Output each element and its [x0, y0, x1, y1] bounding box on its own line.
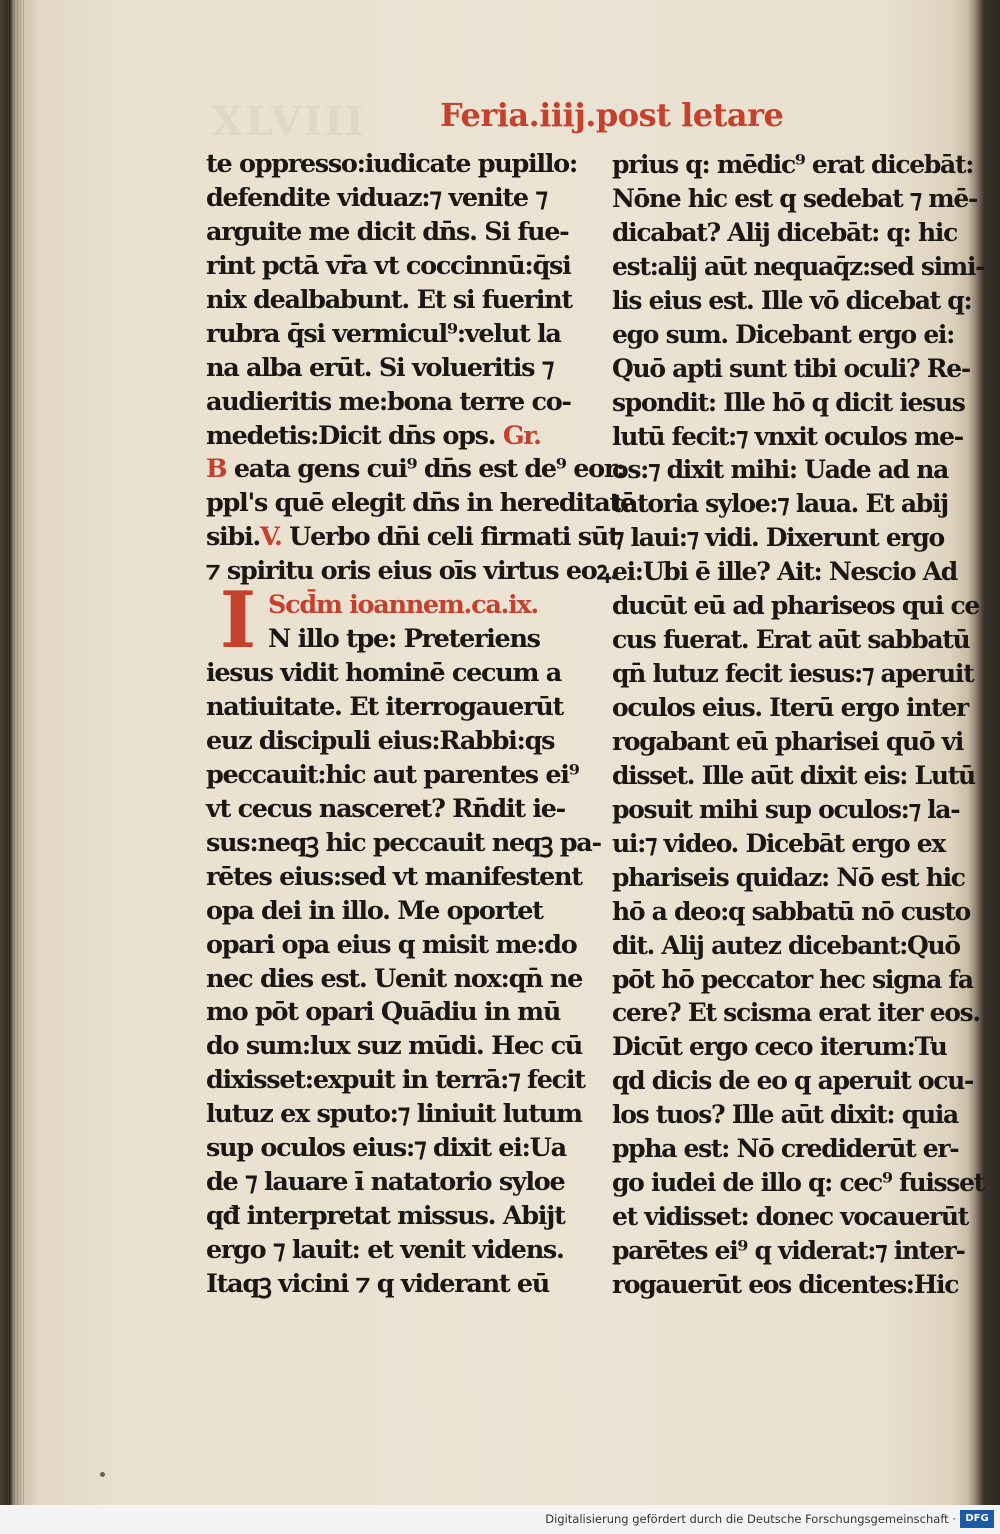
text-line: do sum:lux suz mūdi. Hec cū: [206, 1031, 583, 1062]
text-line: opari opa eius q misit me:do: [206, 929, 577, 960]
text-line: ergo ⁊ lauit: et venit videns.: [206, 1235, 564, 1265]
text-line: ⁊ laui:⁊ vidi. Dixerunt ergo: [612, 523, 944, 553]
running-head: Feria.iiij.post letare: [440, 96, 784, 134]
text-line: rogabant eū pharisei quō vi: [612, 726, 964, 756]
text-line: ui:⁊ video. Dicebāt ergo ex: [612, 828, 945, 858]
text-line: tatoria syloe:⁊ laua. Et abij: [612, 489, 948, 519]
text-line: los tuos? Ille aūt dixit: quia: [612, 1100, 958, 1130]
right-column: [612, 148, 985, 1302]
digitization-footer: [0, 1505, 1000, 1534]
text-line: opa dei in illo. Me oportet: [206, 895, 543, 926]
text-line: dixisset:expuit in terrā:⁊ fecit: [206, 1065, 585, 1096]
text-line: go iudei de illo q: cec⁹ fuisset: [612, 1168, 984, 1198]
text-line: lis eius est. Ille vō dicebat q:: [612, 285, 972, 315]
text-line: qđ interpretat missus. Abijt: [206, 1201, 565, 1232]
line-text: eata gens cui⁹ dn̄s est de⁹ eor:: [233, 454, 625, 485]
text-line: rubra q̄si vermicul⁹:velut la: [206, 318, 561, 349]
text-line: mo pōt opari Quādiu in mū: [206, 997, 561, 1028]
text-line: posuit mihi sup oculos:⁊ la-: [612, 794, 960, 824]
text-line: natiuitate. Et iterrogauerūt: [206, 692, 563, 722]
gradual-initial: B: [206, 454, 227, 485]
text-line: rētes eius:sed vt manifestent: [206, 861, 582, 892]
text-line: disset. Ille aūt dixit eis: Lutū: [612, 760, 975, 790]
text-line: audieritis me:bona terre co-: [206, 386, 571, 417]
text-line: de ⁊ lauare ī natatorio syloe: [206, 1167, 565, 1198]
text-line: sus:neqꝫ hic peccauit neqꝫ pa-: [206, 827, 601, 858]
text-line: vt cecus nasceret? Rn̄dit ie-: [206, 793, 565, 824]
text-line: ppha est: Nō crediderūt er-: [612, 1134, 959, 1164]
dfg-logo-icon: DFG: [960, 1510, 994, 1528]
line-text: sibi.: [206, 522, 260, 553]
line-text: Uerbo dn̄i celi firmati sūt: [289, 522, 619, 553]
text-line: hō a deo:q sabbatū nō custo: [612, 896, 970, 926]
gradual-marker: Gr.: [502, 420, 541, 451]
text-line: iesus vidit hominē cecum a: [206, 658, 561, 689]
text-line: defendite viduaz:⁊ venite ⁊: [206, 182, 547, 213]
text-line: Nōne hic est q sedebat ⁊ mē-: [612, 183, 978, 213]
text-line: [206, 420, 578, 454]
text-line: na alba erūt. Si volueritis ⁊: [206, 352, 554, 383]
text-line: arguite me dicit dn̄s. Si fue-: [206, 216, 569, 247]
text-line: peccauit:hic aut parentes ei⁹: [206, 759, 579, 790]
text-line: lutū fecit:⁊ vnxit oculos me-: [612, 421, 963, 451]
ink-speck: [100, 1472, 105, 1477]
gospel-heading: Scd̄m ioannem.ca.ix.: [268, 590, 539, 621]
line-text: medetis:Dicit dn̄s ops.: [206, 420, 496, 451]
text-line: nec dies est. Uenit nox:qn̄ ne: [206, 963, 583, 994]
text-line: spondit: Ille hō q dicit iesus: [612, 387, 965, 417]
text-line: parētes ei⁹ q viderat:⁊ inter-: [612, 1236, 965, 1265]
text-line: Quō apti sunt tibi oculi? Re-: [612, 353, 970, 383]
text-line: cus fuerat. Erat aūt sabbatū: [612, 625, 970, 655]
gospel-drop-initial: I: [219, 575, 257, 666]
text-line: os:⁊ dixit mihi: Uade ad na: [612, 455, 949, 485]
text-line: nix dealbabunt. Et si fuerint: [206, 284, 572, 315]
text-line: ei:Ubi ē ille? Ait: Nescio Ad: [612, 557, 957, 587]
text-line: sup oculos eius:⁊ dixit ei:Ua: [206, 1133, 566, 1164]
text-line: prius q: mēdic⁹ erat dicebāt:: [612, 150, 974, 179]
text-line: lutuz ex sputo:⁊ liniuit lutum: [206, 1099, 582, 1130]
text-line: pōt hō peccator hec signa fa: [612, 964, 973, 994]
verse-marker: V.: [259, 522, 282, 553]
text-line: et vidisset: donec vocauerūt: [612, 1202, 969, 1232]
text-line: [206, 521, 619, 555]
text-line: rint pctā vr̄a vt coccinnū:q̄si: [206, 250, 571, 281]
left-column: [206, 148, 635, 1302]
text-line: N illo tpe: Preteriens: [268, 624, 540, 655]
text-line: [206, 453, 625, 487]
text-line: qd dicis de eo q aperuit ocu-: [612, 1066, 974, 1096]
text-line: dicabat? Alij dicebāt: q: hic: [612, 217, 957, 247]
folio-number: XLVIII: [212, 98, 366, 145]
footer-credit: Digitalisierung gefördert durch die Deutsche Forschungsgemeinschaft ·: [545, 1512, 956, 1526]
text-line: ppl's quē elegit dn̄s in hereditatē: [206, 488, 635, 519]
text-line: dit. Alij autez dicebant:Quō: [612, 930, 960, 960]
text-line: te oppresso:iudicate pupillo:: [206, 149, 577, 179]
text-line: ⁊ spiritu oris eius oīs virtus eoꝝ.: [206, 556, 618, 587]
text-line: Dicūt ergo ceco iterum:Tu: [612, 1032, 947, 1062]
page-edges: [8, 0, 26, 1505]
text-line: qn̄ lutuz fecit iesus:⁊ aperuit: [612, 659, 974, 689]
text-line: ego sum. Dicebant ergo ei:: [612, 319, 955, 349]
text-line: rogauerūt eos dicentes:Hic: [612, 1269, 959, 1299]
text-line: est:alij aūt nequaq̄z:sed simi-: [612, 251, 985, 281]
text-line: cere? Et scisma erat iter eos.: [612, 998, 980, 1028]
text-line: phariseis quidaz: Nō est hic: [612, 862, 965, 892]
text-line: euz discipuli eius:Rabbi:qs: [206, 725, 555, 756]
text-line: ducūt eū ad phariseos qui ce: [612, 591, 980, 621]
text-line: oculos eius. Iterū ergo inter: [612, 693, 968, 722]
text-line: Itaqꝫ vicini ⁊ q viderant eū: [206, 1268, 550, 1299]
